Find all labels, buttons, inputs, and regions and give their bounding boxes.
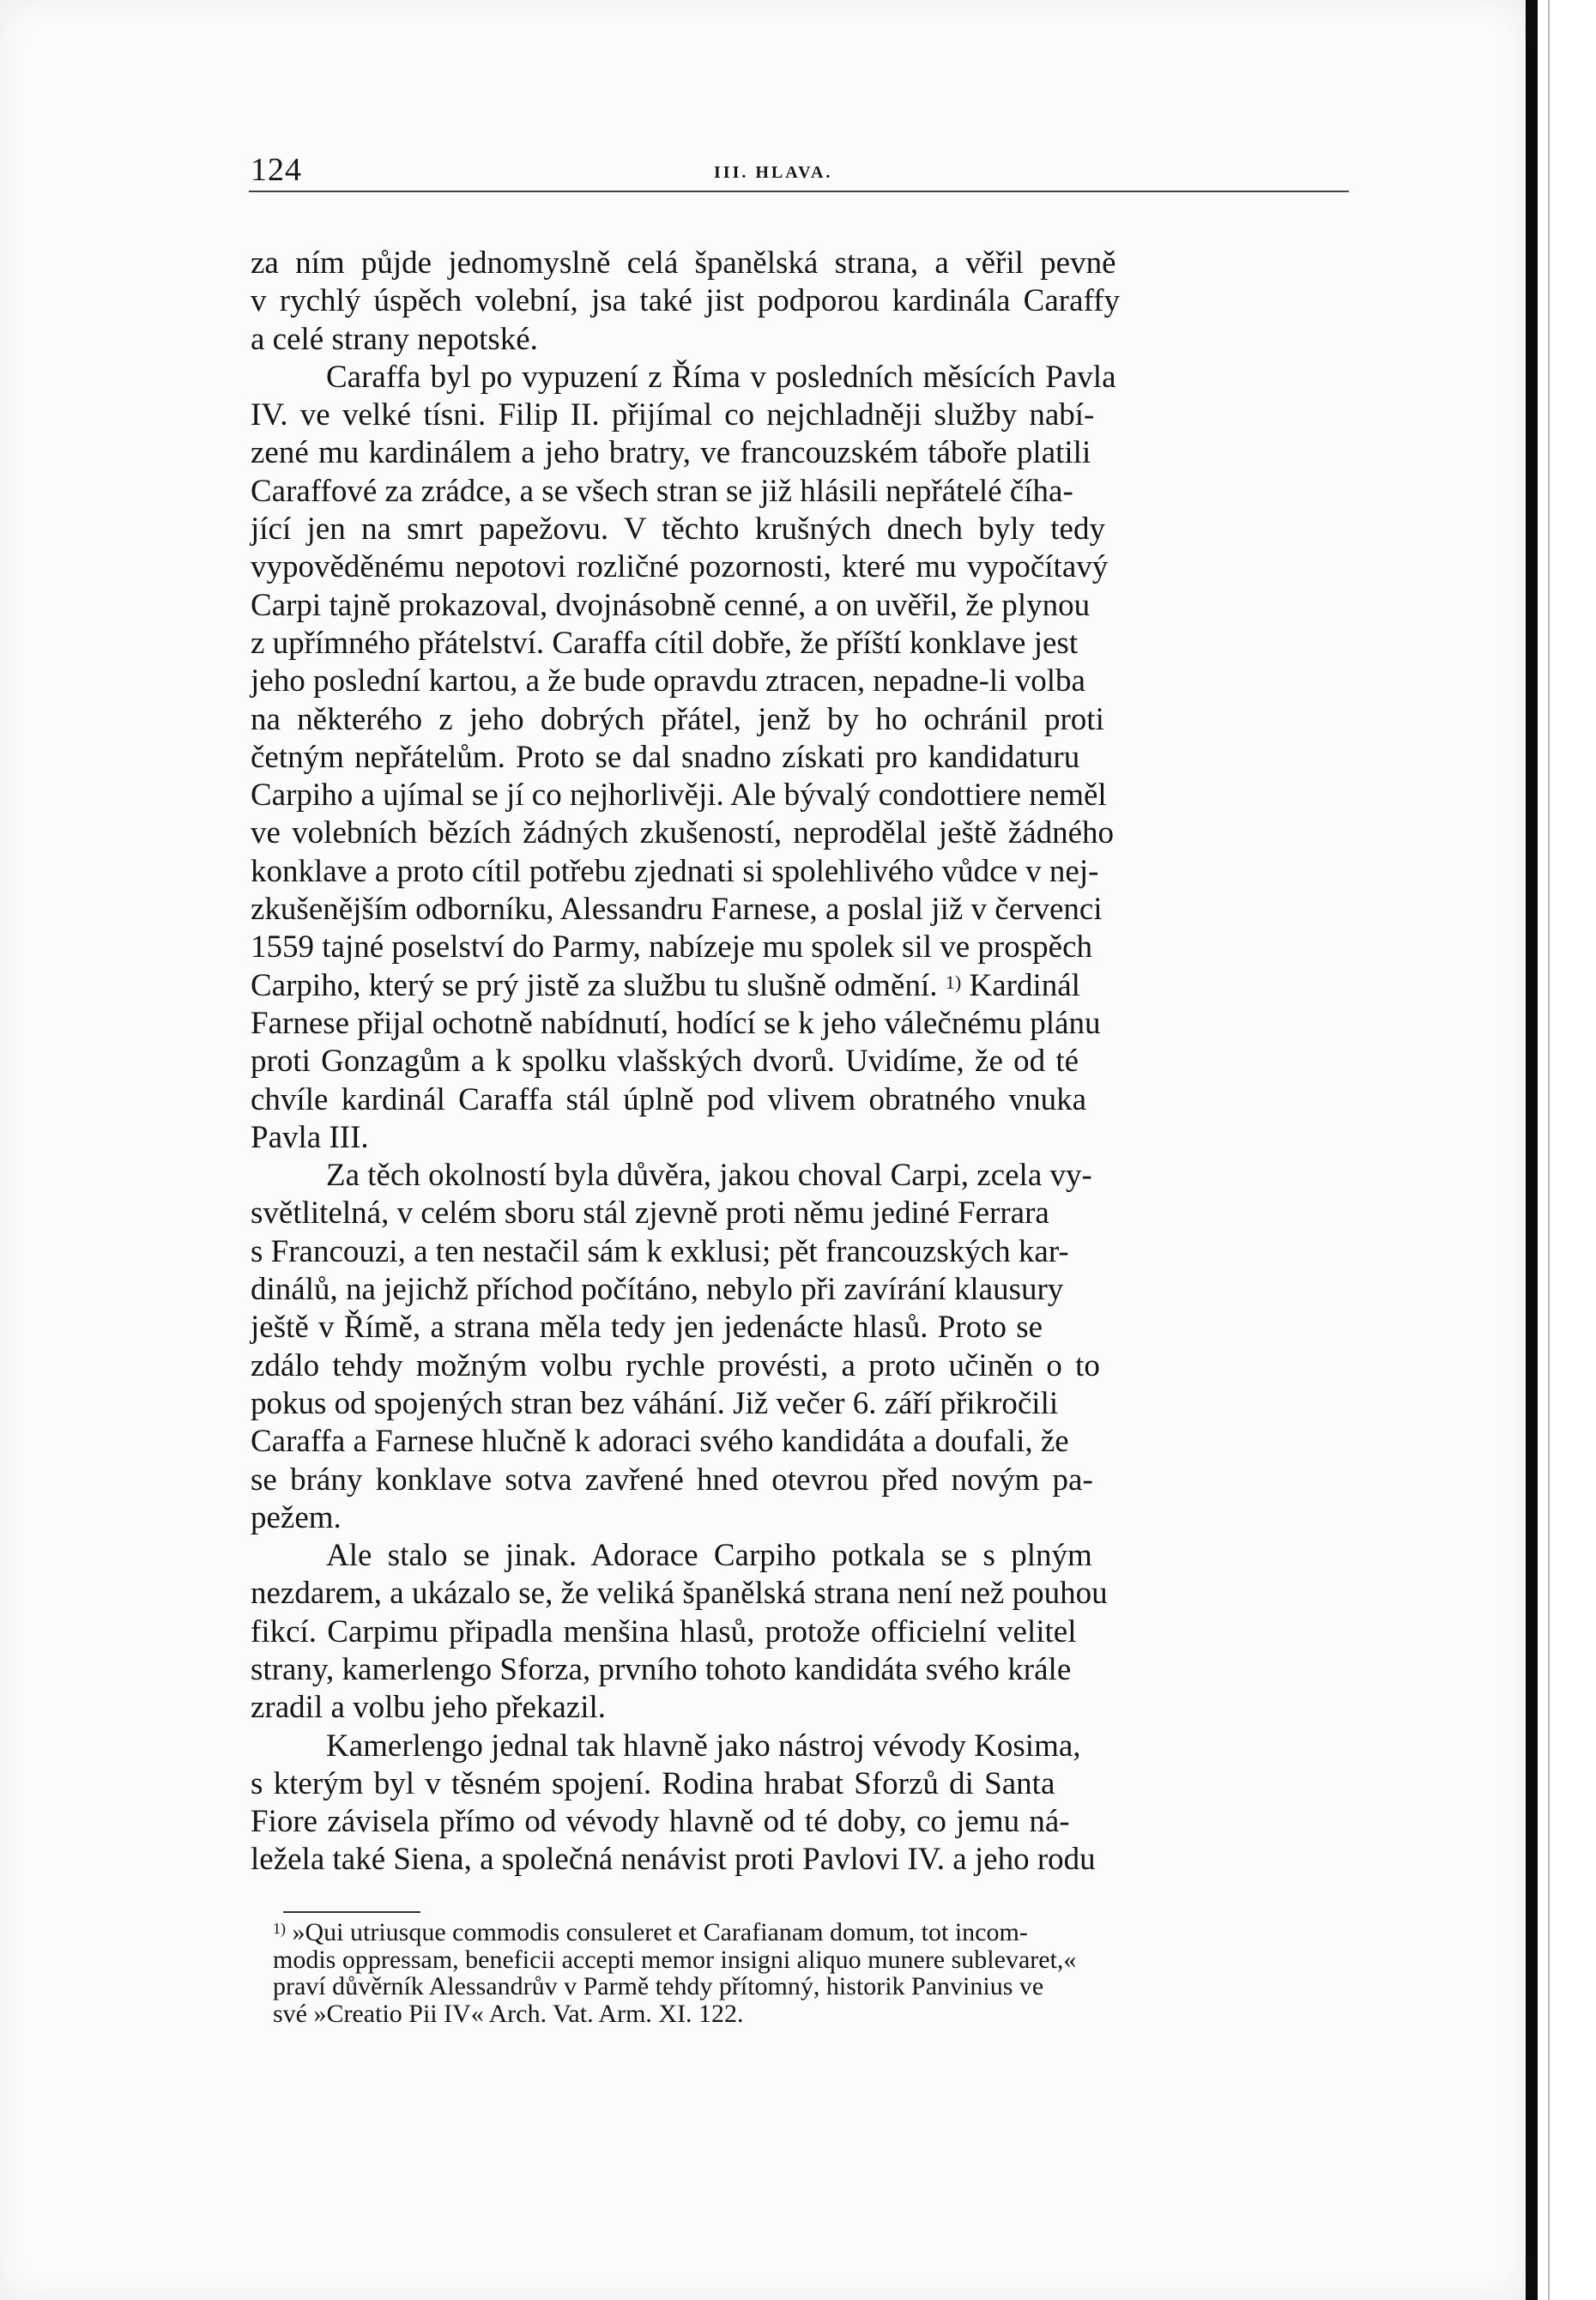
text-line: se brány konklave sotva zavřené hned otevrou před novým pa-	[251, 1462, 1093, 1498]
text-line: v rychlý úspěch volební, jsa také jist podporou kardinála Caraffy	[251, 283, 1121, 319]
footnote-line: své »Creatio Pii IV« Arch. Vat. Arm. XI. 122.	[273, 1999, 744, 2028]
text-line: s kterým byl v těsném spojení. Rodina hrabat Sforzů di Santa	[251, 1765, 1055, 1801]
text-line: světlitelná, v celém sboru stál zjevně proti němu jediné Ferrara	[251, 1195, 1049, 1232]
running-title: III. HLAVA.	[714, 163, 833, 182]
text-line: fikcí. Carpimu připadla menšina hlasů, protože officielní velitel	[251, 1613, 1077, 1649]
header-rule	[249, 191, 1349, 192]
text-line: Kamerlengo jednal tak hlavně jako nástroj vévody Kosima,	[326, 1728, 1081, 1764]
text-line: Caraffové za zrádce, a se všech stran se již hlásili nepřátelé číha-	[251, 473, 1073, 509]
text-line: zené mu kardinálem a jeho bratry, ve francouzském táboře platili	[251, 435, 1091, 471]
text-line: ležela také Siena, a společná nenávist proti Pavlovi IV. a jeho rodu	[251, 1842, 1096, 1878]
page-header	[251, 151, 1349, 191]
text-line: četným nepřátelům. Proto se dal snadno získati pro kandidaturu	[251, 739, 1080, 775]
text-line: IV. ve velké tísni. Filip II. přijímal co nejchladněji služby nabí-	[251, 397, 1095, 433]
text-line: Pavla III.	[251, 1119, 369, 1155]
text-line: Caraffa a Farnese hlučně k adoraci svého kandidáta a doufali, že	[251, 1424, 1069, 1460]
text-line: zradil a volbu jeho překazil.	[251, 1690, 607, 1726]
text-line: pežem.	[251, 1499, 342, 1535]
footnote-ref[interactable]: 1)	[945, 971, 962, 993]
footnote-line	[273, 1919, 1380, 1946]
text-line: na některého z jeho dobrých přátel, jenž by ho ochránil proti	[251, 701, 1104, 737]
page-number: 124	[251, 152, 302, 188]
text-line: Carpi tajně prokazoval, dvojnásobně cenné, a on uvěřil, že plynou	[251, 587, 1091, 623]
text-line: jící jen na smrt papežovu. V těchto krušných dnech byly tedy	[251, 511, 1105, 548]
text-line: 1559 tajné poselství do Parmy, nabízeje mu spolek sil ve prospěch	[251, 929, 1092, 965]
text-line: Caraffa byl po vypuzení z Říma v posledních měsících Pavla	[326, 359, 1116, 395]
text-line: Farnese přijal ochotně nabídnutí, hodící se k jeho válečnému plánu	[251, 1005, 1101, 1041]
text-line-part: Kardinál	[969, 967, 1080, 1003]
text-line: za ním půjde jednomyslně celá španělská strana, a věřil pevně	[251, 245, 1116, 281]
footnote-line: modis oppressam, beneficii accepti memor insigni aliquo munere sublevaret,«	[273, 1945, 1077, 1974]
text-line: vypověděnému nepotovi rozličné pozornosti, které mu vypočítavý	[251, 549, 1109, 585]
text-line-part: Carpiho, který se prý jistě za službu tu slušně odmění.	[251, 967, 938, 1003]
footnote-marker: 1)	[273, 1920, 286, 1937]
body-text	[251, 245, 1366, 1879]
text-line: dinálů, na jejichž příchod počítáno, nebylo při zavírání klausury	[251, 1272, 1064, 1308]
text-line: Carpiho a ujímal se jí co nejhorlivěji. Ale bývalý condottiere neměl	[251, 778, 1107, 814]
text-line: chvíle kardinál Caraffa stál úplně pod vlivem obratného vnuka	[251, 1081, 1087, 1117]
text-line: konklave a proto cítil potřebu zjednati si spolehlivého vůdce v nej-	[251, 853, 1099, 889]
footnotes	[273, 1919, 1380, 2027]
footnote-text: »Qui utriusque commodis consuleret et Carafianam domum, tot incom-	[292, 1918, 1028, 1946]
next-page-margin	[1538, 0, 1596, 2300]
margin-line	[1548, 0, 1550, 2300]
text-line: ve volebních bězích žádných zkušeností, neprodělal ještě žádného	[251, 815, 1115, 851]
text-line: ještě v Římě, a strana měla tedy jen jedenácte hlasů. Proto se	[251, 1310, 1043, 1346]
text-line: z upřímného přátelství. Caraffa cítil dobře, že příští konklave jest	[251, 625, 1079, 661]
text-line: Za těch okolností byla důvěra, jakou choval Carpi, zcela vy-	[326, 1158, 1092, 1194]
footnote-line: praví důvěrník Alessandrův v Parmě tehdy přítomný, historik Panvinius ve	[273, 1972, 1044, 2000]
footnote-rule	[283, 1911, 420, 1913]
text-line: zdálo tehdy možným volbu rychle provésti, a proto učiněn o to	[251, 1347, 1100, 1383]
text-line	[251, 967, 1366, 1005]
text-line: jeho poslední kartou, a že bude opravdu ztracen, nepadne-li volba	[251, 663, 1085, 699]
text-line: proti Gonzagům a k spolku vlašských dvorů. Uvidíme, že od té	[251, 1044, 1079, 1080]
text-line: nezdarem, a ukázalo se, že veliká španělská strana není než pouhou	[251, 1576, 1108, 1612]
text-line: pokus od spojených stran bez váhání. Již večer 6. září přikročili	[251, 1385, 1059, 1421]
text-line: zkušenějším odborníku, Alessandru Farnese, a poslal již v červenci	[251, 892, 1103, 928]
text-line: a celé strany nepotské.	[251, 321, 538, 357]
page-edge-shadow	[1526, 0, 1538, 2300]
text-line: s Francouzi, a ten nestačil sám k exklusi; pět francouzských kar-	[251, 1233, 1069, 1269]
text-line: strany, kamerlengo Sforza, prvního tohoto kandidáta svého krále	[251, 1651, 1072, 1687]
text-line: Fiore závisela přímo od vévody hlavně od té doby, co jemu ná-	[251, 1804, 1070, 1840]
text-line: Ale stalo se jinak. Adorace Carpiho potkala se s plným	[326, 1538, 1092, 1574]
